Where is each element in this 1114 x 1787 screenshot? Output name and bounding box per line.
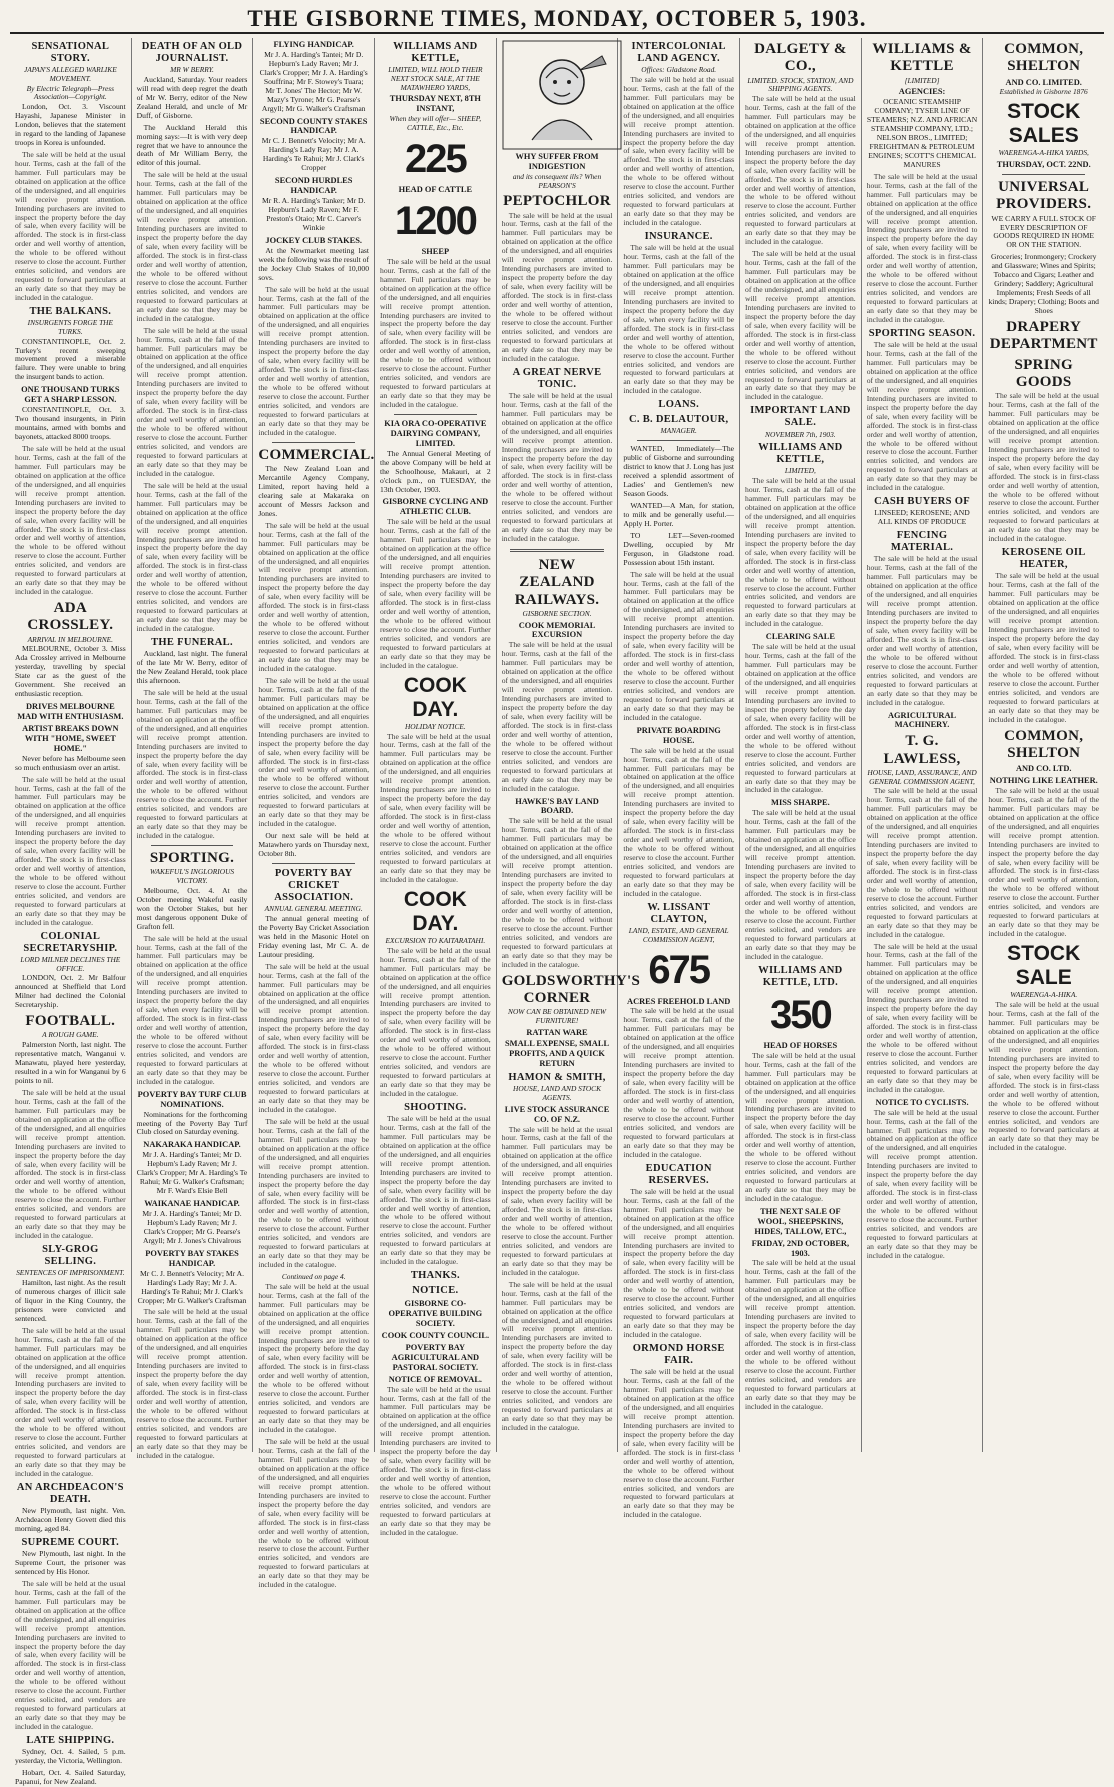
headline: FOOTBALL. — [25, 1013, 116, 1030]
advert-title: AGRICULTURAL MACHINERY. — [887, 710, 957, 730]
advert-text — [502, 641, 613, 793]
advert-title: FENCING MATERIAL. — [890, 530, 954, 554]
advert-subtitle: NOW CAN BE OBTAINED NEW FURNITURE! — [508, 1007, 607, 1025]
advert-title: HAMON & SMITH, — [508, 1072, 606, 1084]
subheadline: A ROUGH GAME. — [42, 1030, 99, 1040]
advert-text — [867, 555, 978, 707]
article-text — [15, 1327, 126, 1479]
article-text — [137, 689, 248, 841]
article-text — [258, 522, 369, 674]
advert-title: DALGETY & CO., — [754, 41, 847, 75]
subheadline: SENTENCES OF IMPRISONMENT. — [16, 1268, 125, 1278]
advert-title: GISBORNE CYCLING AND ATHLETIC CLUB. — [382, 497, 489, 517]
big-number: 225 — [404, 136, 466, 181]
headline: SUPREME COURT. — [21, 1536, 120, 1548]
advert-title: COMMON, SHELTON — [1004, 41, 1084, 75]
advert-title: WHY SUFFER FROM INDIGESTION — [515, 152, 599, 171]
advert-text — [380, 947, 491, 1099]
advert-date: FRIDAY, 2ND OCTOBER, 1903. — [751, 1238, 850, 1258]
classified-text — [623, 1007, 734, 1159]
advert-title: GISBORNE CO-OPERATIVE BUILDING SOCIETY. — [388, 1299, 483, 1329]
advert-subtitle: HOLIDAY NOTICE. — [404, 721, 466, 731]
advert-title: DRAPERY DEPARTMENT — [989, 319, 1098, 353]
column-1 — [10, 38, 132, 1786]
advert-title: RATTAN WARE — [526, 1027, 588, 1037]
headline: SLY-GROG SELLING. — [42, 1244, 99, 1268]
article-text: The New Zealand Loan and Mercantile Agency Company, Limited, report having held a clearing sale at Makaraka on account of Messrs Jackson and Jones. — [258, 464, 370, 518]
advert-text — [502, 1281, 613, 1433]
advert-title: C. B. DELAUTOUR, — [628, 414, 729, 426]
article-text — [15, 151, 126, 303]
article-text: Our next sale will be held at Matawhero yards on Thursday next, October 8th. — [258, 831, 370, 859]
advert-title: LIVE STOCK ASSURANCE CO. OF N.Z. — [504, 1104, 610, 1124]
advert-title: STOCK SALE — [1007, 942, 1081, 990]
advert-text — [380, 733, 491, 885]
subheadline: INSURGENTS FORGE THE TURKS. — [27, 318, 114, 336]
masthead: THE GISBORNE TIMES, MONDAY, OCTOBER 5, 1903. — [10, 6, 1104, 34]
article-text — [258, 1118, 369, 1270]
advert-subtitle: GISBORNE SECTION. — [522, 608, 592, 618]
advert-line: When they will offer— SHEEP, CATTLE, Etc., Etc. — [389, 114, 482, 132]
entries-list: Mr C. J. Bennett's Velocity; Mr A. Harding's Lady Ray; Mr J. A. Harding's Te Rahui; Mr J. Clark's Cropper — [261, 136, 366, 173]
subheadline: POVERTY BAY STAKES HANDICAP. — [145, 1248, 239, 1268]
advert-title: SPORTING SEASON. — [868, 327, 976, 339]
article-text: The annual general meeting of the Poverty Bay Cricket Association was held in the Masonic Hotel on Friday evening last, Mr C. A. de Lautour presiding. — [258, 913, 370, 959]
advert-text — [745, 1259, 856, 1411]
article-text: Auckland, last night. The funeral of the late Mr W. Berry, editor of the New Zealand Herald, took place this afternoon. — [136, 649, 248, 685]
classified-text — [623, 747, 734, 899]
article-text — [15, 776, 126, 928]
produce-list: LINSEED; KEROSENE; AND ALL KINDS OF PRODUCE — [874, 508, 970, 527]
article-text: CONSTANTINOPLE, Oct. 2. Turkey's recent sweeping movement proved a miserable failure. They were unable to bring the insurgent bands to action. — [15, 336, 126, 382]
advert-title: STOCK SALES — [1007, 100, 1081, 148]
brand-name: PEPTOCHLOR — [503, 193, 611, 210]
classified-text — [623, 1368, 734, 1520]
advert-title: NOTICE TO CYCLISTS. — [875, 1097, 969, 1107]
headline: THE FUNERAL. — [151, 637, 233, 648]
subheadline: LORD MILNER DECLINES THE OFFICE. — [20, 954, 121, 973]
advert-text — [867, 787, 978, 939]
advert-title: COMMON, SHELTON — [1004, 727, 1084, 761]
advert-subtitle: HOUSE, LAND AND STOCK AGENTS. — [513, 1084, 602, 1102]
advert-subtitle: LIMITED. STOCK, STATION, AND SHIPPING AGENTS. — [747, 75, 854, 94]
subheadline: SECOND COUNTY STAKES HANDICAP. — [259, 116, 368, 136]
advert-title: KEROSENE OIL HEATER, — [1001, 547, 1086, 571]
advert-subtitle: Established in Gisborne 1876 — [999, 87, 1088, 97]
advert-title: NOTICE. — [412, 1285, 459, 1297]
advert-date: THURSDAY NEXT, 8TH INSTANT, — [389, 94, 481, 114]
article-text — [258, 286, 369, 438]
entries-list: Mr R. A. Harding's Tanker; Mr D. Hepburn's Lady Raven; Mr F. Preston's Otaio; Mr C. Carver's Winkie — [261, 196, 366, 232]
goods-list: Groceries; Ironmongery; Crockery and Glassware; Wines and Spirits; Tobacco and Cigars; Leather and Grindery; Saddlery; Agricultural Implements; Fresh Seeds of all kinds; Drapery; Clothing; Boots and Shoes — [988, 252, 1099, 316]
headline: AN ARCHDEACON'S DEATH. — [16, 1481, 124, 1505]
advert-title: LOANS. — [658, 399, 699, 411]
advert-title: NOTHING LIKE LEATHER. — [989, 775, 1098, 785]
advert-text — [988, 392, 1099, 544]
advert-text: The Annual General Meeting of the above Company will be held at the Schoolhouse, Makauri, at 2 o'clock p.m., on TUESDAY, the 13th October, 1903. — [380, 448, 491, 494]
article-text — [137, 1308, 248, 1460]
advert-title: IMPORTANT LAND SALE. — [750, 405, 851, 429]
advert-text — [867, 1109, 978, 1261]
article-text — [137, 327, 248, 479]
article-text: Hamilton, last night. As the result of numerous charges of illicit sale of liquor in the King Country, the prisoners were convicted and sentenced. — [15, 1277, 126, 1323]
subheadline: ANNUAL GENERAL MEETING. — [264, 904, 363, 914]
subheadline: JAPAN'S ALLEGED WARLIKE MOVEMENT. — [23, 65, 117, 83]
article-text — [15, 1580, 126, 1732]
advert-title: NOTICE OF REMOVAL. — [388, 1374, 482, 1384]
advert-title: COOK DAY. — [403, 887, 467, 935]
advert-title: COOK COUNTY COUNCIL. — [381, 1331, 490, 1341]
subheadline: MR W BERRY. — [170, 65, 214, 75]
advert-title: KIA ORA CO-OPERATIVE DAIRYING COMPANY, LIMITED. — [384, 419, 487, 448]
article-text: Sydney, Oct. 4. Sailed, 5 p.m. yesterday, the Victoria, Wellington. — [15, 1747, 126, 1766]
article-text: At the Newmarket meeting last week the following was the result of the Jockey Club Stakes of 10,000 sovs. — [258, 245, 370, 282]
advert-title: AGENCIES: — [898, 87, 946, 97]
advert-text — [988, 1001, 1099, 1153]
subheadline: POVERTY BAY TURF CLUB NOMINATIONS. — [137, 1089, 247, 1109]
article-text — [137, 171, 248, 323]
classified-text — [623, 1188, 734, 1340]
headline: DEATH OF AN OLD JOURNALIST. — [141, 41, 243, 65]
advert-text — [745, 95, 856, 247]
advert-title: COOK DAY. — [403, 673, 467, 721]
advert-title: SPRING GOODS — [1014, 356, 1073, 390]
advert-title: AND CO. LTD. — [1015, 764, 1072, 774]
advert-text — [745, 809, 856, 961]
subheadline: FLYING HANDICAP. — [273, 40, 354, 49]
advert-subtitle: HOUSE, LAND, ASSURANCE, AND GENERAL COMMISSION AGENT, — [867, 767, 977, 786]
advert-title: SMALL EXPENSE, SMALL PROFITS, AND A QUICK RETURN — [505, 1039, 610, 1069]
headline: ADA CROSSLEY. — [27, 600, 114, 634]
article-text: New Plymouth, last night. In the Supreme Court, the prisoner was sentenced by His Honor. — [15, 1548, 126, 1576]
advert-subtitle: Offices: Gladstone Road. — [641, 65, 717, 75]
advert-subtitle: NOVEMBER 7th, 1903. — [765, 429, 836, 439]
advert-text: WE CARRY A FULL STOCK OF EVERY DESCRIPTION OF GOODS REQUIRED IN HOME OR ON THE STATION. — [991, 213, 1096, 250]
article-text: Never before has Melbourne seen so much enthusiasm over an artist. — [15, 753, 126, 772]
advert-subtitle: [LIMITED] — [904, 75, 940, 85]
advert-text — [867, 341, 978, 493]
classified-text: WANTED—A Man, for station, to milk and be generally useful.—Apply H. Porter. — [623, 500, 735, 528]
column-6 — [618, 38, 740, 1452]
article-text: Auckland, Saturday. Your readers will read with deep regret the death of Mr W. Berry, editor of the New Zealand Herald, and uncle of Mr Duff, of Gisborne. — [136, 74, 248, 120]
advert-title: AND CO. LIMITED. — [1005, 77, 1082, 87]
column-5 — [497, 38, 641, 1452]
column-9 — [983, 38, 1104, 1452]
big-number-label: SHEEP — [421, 246, 450, 256]
advert-subtitle: EXCURSION TO KAITARATAHI. — [385, 936, 486, 945]
engraving-illustration — [502, 40, 622, 150]
advert-subtitle: MANAGER. — [660, 426, 697, 436]
agencies-list: OCEANIC STEAMSHIP COMPANY; TYSER LINE OF STEAMERS; N.Z. AND AFRICAN STEAMSHIP COMPANY, LTD.; NELSON BROS., LIMITED; FREIGHTMAN & PETROLEUM ENGINES; SCOTT'S CHEMICAL MANURES — [866, 97, 978, 169]
advert-subtitle: WAERENGA-A-HIKA YARDS, — [998, 148, 1089, 158]
subheadline: ARRIVAL IN MELBOURNE. — [27, 634, 113, 644]
subheadline: DRIVES MELBOURNE MAD WITH ENTHUSIASM. — [17, 702, 124, 722]
advert-text — [623, 76, 734, 228]
article-text: New Plymouth, last night. Ven. Archdeacon Henry Govett died this morning, aged 84. — [15, 1506, 126, 1533]
entries-list: Mr J. A. Harding's Tantei; Mr D. Hepburn's Lady Raven; Mr J. Clark's Cropper; Mr A. Harding's Te Rahui; Mr G. Walker's Craftsman; Mr F. Ward's Elsie Bell — [136, 1150, 248, 1196]
column-7 — [740, 38, 862, 1452]
advert-text — [502, 212, 613, 364]
advert-text — [623, 244, 734, 396]
headline: POVERTY BAY CRICKET ASSOCIATION. — [274, 867, 354, 904]
column-3 — [253, 38, 375, 1452]
advert-text — [988, 572, 1099, 724]
advert-title: MISS SHARPE. — [771, 798, 830, 808]
big-number: 350 — [769, 992, 831, 1037]
advert-subtitle: LIMITED, WILL HOLD THEIR NEXT STOCK SALE, AT THE MATAWHERO YARDS, — [388, 65, 483, 92]
advert-text — [867, 943, 978, 1095]
advert-subtitle: LIMITED, — [784, 466, 816, 476]
byline: By Electric Telegraph—Press Association—Copyright. — [26, 83, 114, 102]
advert-title: THANKS. — [410, 1270, 460, 1282]
advert-text — [502, 392, 613, 544]
article-text: Nominations for the forthcoming meeting of the Poverty Bay Turf Club closed on Saturday evening. — [136, 1109, 248, 1137]
advert-title: CLEARING SALE — [765, 632, 835, 642]
article-text: MELBOURNE, October 3. Miss Ada Crossley arrived in Melbourne yesterday, travelling by special State car as the guest of the Government. She received an enthusiastic reception. — [15, 644, 126, 699]
advert-title: CASH BUYERS OF — [874, 496, 970, 508]
article-text — [258, 963, 369, 1115]
advert-text — [867, 173, 978, 325]
article-text — [137, 482, 248, 634]
headline: COLONIAL SECRETARYSHIP. — [23, 930, 118, 954]
advert-text — [745, 643, 856, 795]
subheadline: WAKEFUL'S INGLORIOUS VICTORY. — [149, 867, 235, 886]
column-2 — [132, 38, 254, 1452]
advert-text — [380, 518, 491, 670]
subheadline: JOCKEY CLUB STAKES. — [265, 235, 362, 245]
article-text: London, Oct. 3. Viscount Hayashi, Japanese Minister in London, believes that the statement in regard to the landing of Japanese troops in Korea is unfounded. — [15, 102, 126, 147]
big-number: 675 — [648, 948, 710, 993]
divider — [151, 845, 234, 846]
advert-text — [745, 250, 856, 402]
advert-title: A GREAT NERVE TONIC. — [512, 366, 602, 390]
subheadline: WAIKANAE HANDICAP. — [144, 1199, 240, 1209]
advert-subtitle: LAND, ESTATE, AND GENERAL COMMISSION AGENT, — [628, 925, 729, 944]
columns — [10, 38, 1104, 1786]
divider — [1002, 174, 1085, 175]
advert-title: PRIVATE BOARDING HOUSE. — [636, 725, 721, 745]
advert-text — [988, 787, 1099, 939]
subheadline: ARTIST BREAKS DOWN WITH "HOME, SWEET HOME." — [22, 723, 119, 753]
advert-title: WILLIAMS AND KETTLE, — [393, 41, 478, 65]
divider — [272, 863, 355, 864]
advert-subtitle: and its consequent ills? When PEARSON'S — [512, 171, 602, 190]
divider — [272, 442, 355, 443]
advert-text — [502, 817, 613, 969]
divider — [394, 414, 477, 415]
advert-title: ORMOND HORSE FAIR. — [632, 1343, 725, 1367]
column-8 — [862, 38, 984, 1452]
headline: COMMERCIAL. — [258, 446, 375, 463]
headline: THE BALKANS. — [29, 306, 112, 318]
subheadline: ONE THOUSAND TURKS GET A SHARP LESSON. — [21, 385, 120, 405]
article-text: The Auckland Herald this morning says:—It is with very deep regret that we have to announce the death of Mr William Berry, the editor of this journal. — [136, 122, 248, 168]
headline: SPORTING. — [149, 850, 235, 867]
advert-text — [380, 258, 491, 410]
article-text — [15, 445, 126, 597]
classified-text: TO LET—Seven-roomed Dwelling, occupied by Mr Ferguson, in Gladstone road. Possession about 15th instant. — [623, 530, 735, 567]
column-4 — [375, 38, 497, 1452]
subheadline: SECOND HURDLES HANDICAP. — [274, 176, 353, 196]
divider — [637, 440, 720, 441]
advert-title: GOLDSWORTHY'S CORNER — [501, 972, 641, 1006]
advert-text — [745, 477, 856, 629]
article-text: CONSTANTINOPLE, Oct. 3. Two thousand insurgents, in Pirin mountains, armed with bombs and bayonets, attacked 8000 troops. — [15, 405, 126, 441]
entries-list: Mr C. J. Bennett's Velocity; Mr A. Harding's Lady Ray; Mr J. A. Harding's Te Rahui; Mr J. Clark's Cropper; Mr G. Walker's Craftsman — [137, 1268, 247, 1305]
advert-title: WILLIAMS AND KETTLE, — [758, 442, 843, 466]
big-number: 1200 — [394, 198, 476, 243]
advert-title: INTERCOLONIAL LAND AGENCY. — [631, 41, 726, 65]
article-text: Melbourne, Oct. 4. At the October meeting Wakeful easily won the October Stakes, but her most dangerous opponent Duke of Grafton fell. — [136, 885, 248, 931]
article-text — [137, 935, 248, 1087]
headline: LATE SHIPPING. — [26, 1735, 115, 1747]
advert-text — [745, 1052, 856, 1204]
divider — [510, 549, 605, 552]
advert-title: HAWKE'S BAY LAND BOARD. — [515, 796, 599, 816]
advert-title: THE NEXT SALE OF WOOL, SHEEPSKINS, HIDES, TALLOW, ETC., — [754, 1206, 847, 1236]
advert-title: NEW ZEALAND RAILWAYS. — [514, 557, 600, 608]
article-text — [15, 1089, 126, 1241]
advert-text — [380, 1386, 491, 1538]
entries-list: Mr J. A. Harding's Tantei; Mr D. Hepburn's Lady Raven; Mr J. Clark's Cropper; Mr J. A. Harding's Souffrina; Mr F. Stowey's Tuara; Mr T. Jones' The Hector; Mr W. Mazy's Tyrone; Mr G. Pearse's Argyll; Mr G. Walker's Craftsman — [259, 49, 368, 113]
classified-text: WANTED, Immediately—The public of Gisborne and surrounding district to know that J. Long has just received a splendid assortment of Ladies' and Gentlemen's new Season Goods. — [623, 444, 735, 498]
article-text — [258, 1283, 369, 1435]
advert-title: UNIVERSAL PROVIDERS. — [996, 179, 1092, 213]
advert-title: COOK MEMORIAL EXCURSION — [518, 620, 596, 640]
subheadline: NAKARAKA HANDICAP. — [143, 1140, 241, 1150]
advert-title: WILLIAMS AND KETTLE, LTD. — [758, 964, 843, 988]
big-number-label: ACRES FREEHOLD LAND — [627, 996, 731, 1006]
advert-text — [380, 1115, 491, 1267]
article-text: LONDON, Oct. 2. Mr Balfour announced at Sheffield that Lord Milner had declined the Colonial Secretaryship. — [15, 973, 126, 1010]
big-number-label: HEAD OF CATTLE — [398, 184, 473, 194]
advert-title: INSURANCE. — [644, 231, 713, 243]
advert-text — [502, 1126, 613, 1278]
article-text: Hobart, Oct. 4. Sailed Saturday, Papanui, for New Zealand. — [15, 1768, 126, 1786]
advert-subtitle: WAERENGA-A-HIKA. — [1010, 990, 1078, 1000]
classified-text — [623, 571, 734, 723]
continued-note: Continued on page 4. — [281, 1272, 346, 1282]
headline: SENSATIONAL STORY. — [31, 41, 110, 65]
big-number-label: HEAD OF HORSES — [763, 1040, 838, 1050]
entries-list: Mr J. A. Harding's Tantei; Mr D. Hepburn's Lady Raven; Mr J. Clark's Cropper; Mr G. Pearse's Argyll; Mr J. Jones's Chivalrous — [142, 1209, 242, 1245]
advert-title: POVERTY BAY AGRICULTURAL AND PASTORAL SOCIETY. — [391, 1342, 480, 1372]
advert-date: THURSDAY, OCT. 22ND. — [996, 160, 1091, 170]
article-text — [258, 1438, 369, 1590]
advert-title: SHOOTING. — [404, 1101, 467, 1113]
advert-title: W. LISSANT CLAYTON, — [647, 901, 711, 925]
article-text — [258, 677, 369, 829]
advert-title: WILLIAMS & KETTLE — [872, 41, 972, 75]
advert-title: T. G. LAWLESS, — [883, 733, 961, 767]
article-text: Palmerston North, last night. The representative match, Wanganui v. Manawatu, played here yesterday, resulted in a win for Wanganui by 6 points to nil. — [15, 1040, 126, 1085]
advert-title: EDUCATION RESERVES. — [645, 1162, 712, 1186]
